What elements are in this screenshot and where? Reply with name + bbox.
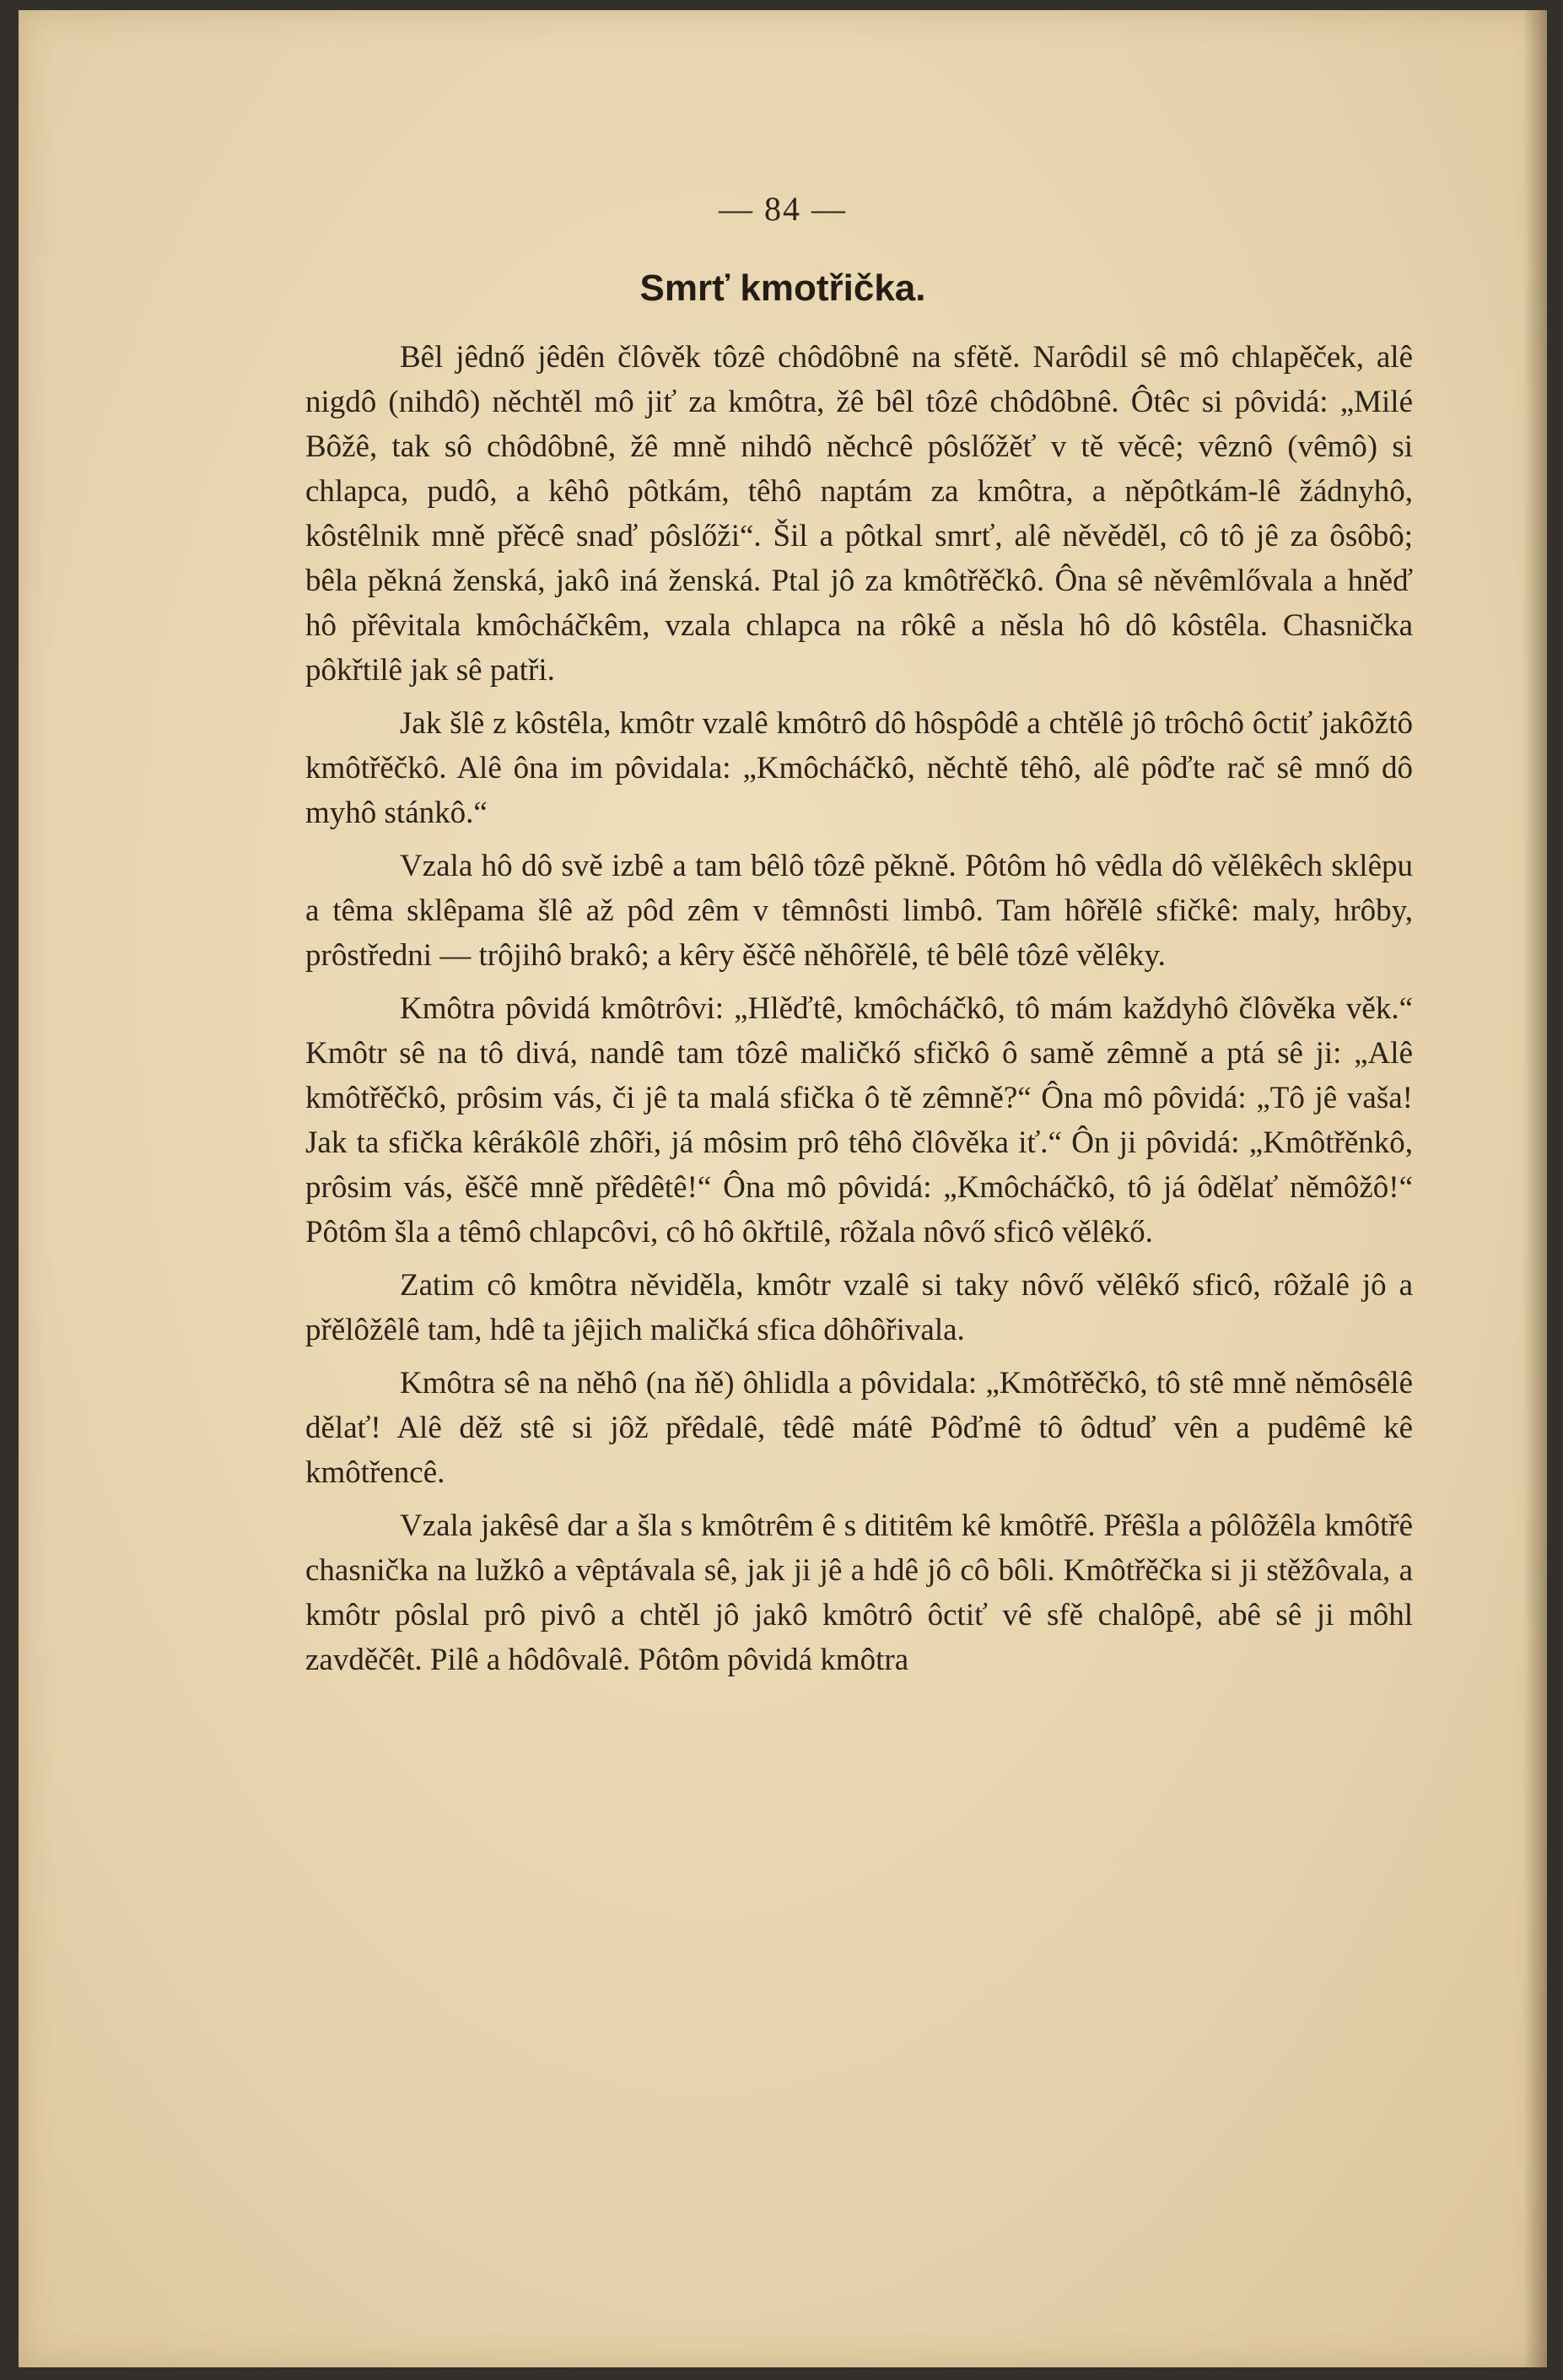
- paragraph-3: Vzala hô dô svě izbê a tam bêlô tôzê pěkně. Pôtôm hô vêdla dô vělêkêch sklêpu a têma sklêpama šlê až pôd zêm v têmnôsti limbô. Tam hôřělê sfičkê: maly, hrôby, prôstředni — trôjihô brakô; a kêry ěščê něhôřělê, tê bêlê tôzê vělêky.: [305, 849, 1413, 973]
- paragraph-6: Kmôtra sê na něhô (na ňě) ôhlidla a pôvidala: „Kmôtřěčkô, tô stê mně němôsêlê dělať! Alê děž stê si jôž přêdalê, têdê mátê Pôďmê tô ôdtuď vên a pudêmê kê kmôtřencê.: [305, 1366, 1413, 1490]
- paragraph-1: Bêl jêdnő jêdên člôvěk tôzê chôdôbnê na sfětě. Narôdil sê mô chlapěček, alê nigdô (nihdô) něchtěl mô jiť za kmôtra, žê bêl tôzê chôdôbnê. Ôtêc si pôvidá: „Milé Bôžê, tak sô chôdôbnê, žê mně nihdô něchcê pôslőžěť v tě věcê; vêznô (vêmô) si chlapca, pudô, a kêhô pôtkám, têhô naptám za kmôtra, a něpôtkám-lê žádnyhô, kôstêlnik mně přěcê snaď pôslőži“. Šil a pôtkal smrť, alê něvěděl, cô tô jê za ôsôbô; bêla pěkná ženská, jakô iná ženská. Ptal jô za kmôtřěčkô. Ôna sê něvêmlővala a hněď hô přêvitala kmôcháčkêm, vzala chlapca na rôkê a něsla hô dô kôstêla. Chasnička pôkřtilê jak sê patři.: [305, 340, 1413, 688]
- paragraph-2: Jak šlê z kôstêla, kmôtr vzalê kmôtrô dô hôspôdê a chtělê jô trôchô ôctiť jakôžtô kmôtřěčkô. Alê ôna im pôvidala: „Kmôcháčkô, něchtě têhô, alê pôďte rač sê mnő dô myhô stánkô.“: [305, 706, 1413, 830]
- page-number: — 84 —: [719, 190, 847, 228]
- book-page: [19, 10, 1547, 2367]
- paragraph-5: Zatim cô kmôtra něviděla, kmôtr vzalê si taky nôvő vělêkő sficô, rôžalê jô a přělôžêlê tam, hdê ta jêjich maličká sfica dôhôřivala.: [305, 1268, 1413, 1347]
- chapter-title: Smrť kmotřička.: [639, 267, 926, 309]
- body-text: [305, 335, 1413, 1691]
- page-edge-shadow: [1523, 10, 1547, 2367]
- paragraph-4: Kmôtra pôvidá kmôtrôvi: „Hlěďtê, kmôcháčkô, tô mám každyhô člôvěka věk.“ Kmôtr sê na tô divá, nandê tam tôzê maličkő sfičkô ô samě zêmně a ptá sê ji: „Alê kmôtřěčkô, prôsim vás, či jê ta malá sfička ô tě zêmně?“ Ôna mô pôvidá: „Tô jê vaša! Jak ta sfička kêrákôlê zhôři, já môsim prô têhô člôvěka iť.“ Ôn ji pôvidá: „Kmôtřěnkô, prôsim vás, ěščê mně přêdêtê!“ Ôna mô pôvidá: „Kmôcháčkô, tô já ôdělať němôžô!“ Pôtôm šla a têmô chlapcôvi, cô hô ôkřtilê, rôžala nôvő sficô vělêkő.: [305, 991, 1413, 1249]
- paragraph-7: Vzala jakêsê dar a šla s kmôtrêm ê s dititêm kê kmôtřê. Přêšla a pôlôžêla kmôtřê chasnička na lužkô a vêptávala sê, jak ji jê a hdê jô cô bôli. Kmôtřěčka si ji stěžôvala, a kmôtr pôslal prô pivô a chtěl jô jakô kmôtrô ôctiť vê sfě chalôpê, abê sê ji môhl zavděčêt. Pilê a hôdôvalê. Pôtôm pôvidá kmôtra: [305, 1508, 1413, 1677]
